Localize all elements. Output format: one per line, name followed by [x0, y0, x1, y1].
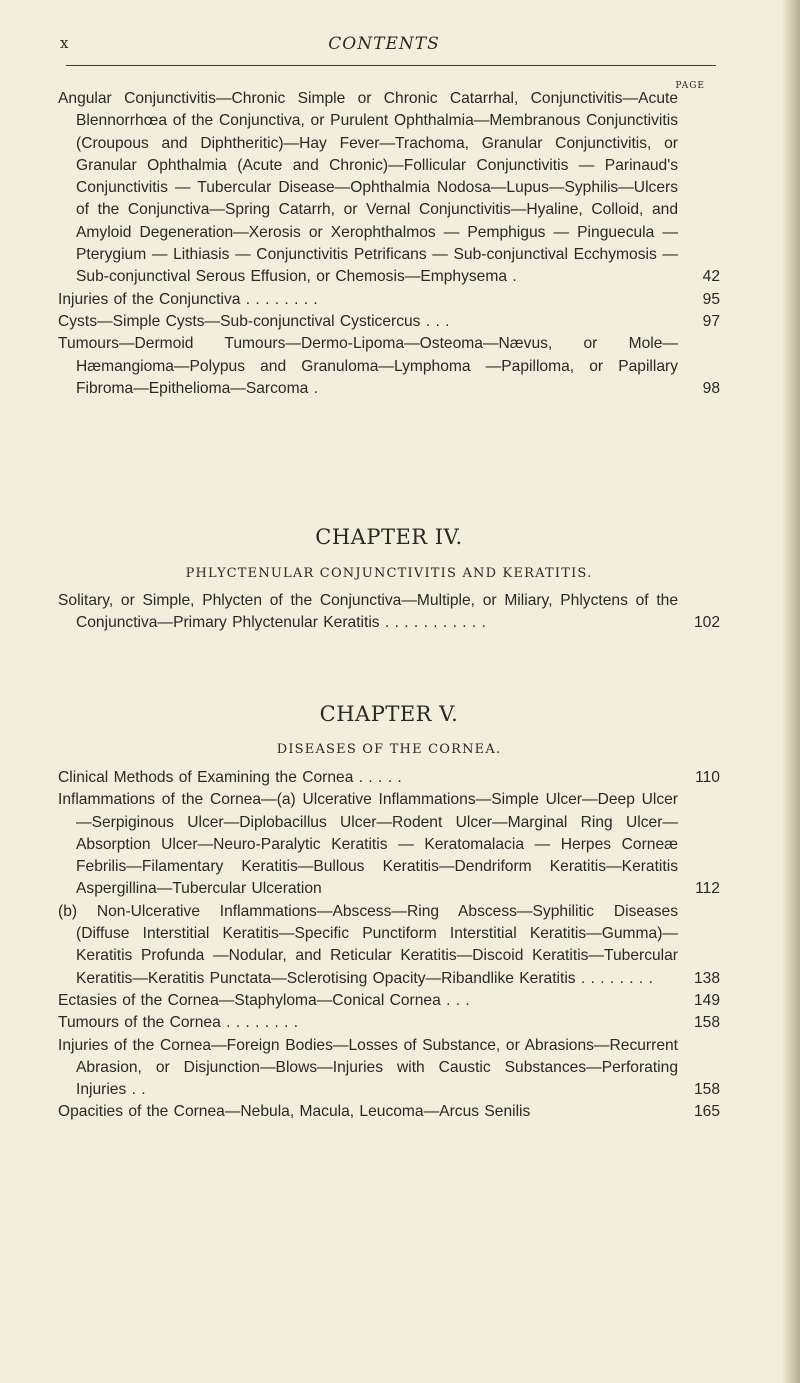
toc-entry-text: Tumours—Dermoid Tumours—Dermo-Lipoma—Osteoma—Nævus, or Mole—Hæmangioma—Polypus and Granuloma—Lymphoma —Papilloma, or Papillary Fibroma—Epithelioma—Sarcoma .: [58, 335, 678, 397]
toc-entry-page: 158: [693, 1081, 720, 1099]
toc-entry-text: Opacities of the Cornea—Nebula, Macula, Leucoma—Arcus Senilis: [58, 1103, 531, 1121]
toc-entry-page: 138: [693, 969, 720, 987]
toc-entry-page: 110: [695, 769, 720, 786]
toc-entry-text: Tumours of the Cornea . . . . . . . .: [58, 1014, 299, 1032]
toc-entry-text: Ectasies of the Cornea—Staphyloma—Conical Cornea . . .: [58, 991, 470, 1009]
toc-entry: [58, 311, 720, 333]
toc-entry: [58, 590, 720, 635]
toc-entry-page: 42: [702, 268, 720, 286]
chapter-title: CHAPTER V.: [319, 702, 459, 726]
header-rule: [66, 65, 716, 66]
toc-entry-page: 149: [693, 991, 720, 1009]
chapter-title: CHAPTER IV.: [315, 525, 463, 549]
page-column-label: PAGE: [675, 81, 705, 91]
toc-entry: [58, 88, 720, 289]
toc-section-cornea: [58, 767, 720, 1124]
toc-entry: [58, 1101, 720, 1123]
toc-entry-page: 158: [693, 1014, 720, 1032]
toc-entry-page: 112: [695, 880, 720, 898]
chapter-v-heading: [58, 702, 720, 726]
running-title: CONTENTS: [328, 34, 440, 54]
toc-entry-page: 98: [702, 379, 720, 397]
toc-entry-text: Cysts—Simple Cysts—Sub-conjunctival Cysticercus . . .: [58, 312, 450, 330]
chapter-iv-heading: [58, 525, 720, 549]
toc-section-conjunctiva: [58, 88, 720, 400]
toc-entry-text: Solitary, or Simple, Phlycten of the Conjunctiva—Multiple, or Miliary, Phlyctens of the Conjunctiva—Primary Phlyctenular Keratitis . . . . . . . . . . .: [58, 592, 678, 632]
toc-entry-text: Angular Conjunctivitis—Chronic Simple or Chronic Catarrhal, Conjunctivitis—Acute Blennorrhœa of the Conjunctiva, or Purulent Ophthalmia—Membranous Conjunctivitis (Croupous and Diphtheritic)—Hay Fever—Trachoma, Granular Conjunctivitis, or Granular Ophthalmia (Acute and Chronic)—Follicular Conjunctivitis — Parinaud's Conjunctivitis — Tubercular Disease—Ophthalmia Nodosa—Lupus—Syphilis—Ulcers of the Conjunctiva—Spring Catarrh, or Vernal Conjunctivitis—Hyaline, Colloid, and Amyloid Degeneration—Xerosis or Xerophthalmos — Pemphigus — Pinguecula — Pterygium — Lithiasis — Conjunctivitis Petrificans — Sub-conjunctival Ecchymosis — Sub-conjunctival Serous Effusion, or Chemosis—Emphysema .: [58, 90, 678, 286]
toc-entry: [58, 789, 720, 900]
chapter-v-subtitle: DISEASES OF THE CORNEA.: [276, 742, 502, 757]
toc-section-phlyctenular: [58, 590, 720, 635]
toc-entry: [58, 1012, 720, 1034]
toc-entry-text: Clinical Methods of Examining the Cornea . . . . .: [58, 769, 402, 786]
page-header: [60, 34, 708, 58]
toc-entry-page: 102: [693, 614, 720, 632]
toc-entry: [58, 901, 720, 990]
toc-entry: [58, 289, 720, 311]
toc-entry: [58, 1035, 720, 1102]
chapter-iv-subtitle: PHLYCTENULAR CONJUNCTIVITIS AND KERATITIS.: [185, 566, 593, 581]
toc-entry-text: Injuries of the Cornea—Foreign Bodies—Losses of Substance, or Abrasions—Recurrent Abrasion, or Disjunction—Blows—Injuries with Caustic Substances—Perforating Injuries . .: [58, 1036, 678, 1099]
toc-entry-text: (b) Non-Ulcerative Inflammations—Abscess—Ring Abscess—Syphilitic Diseases (Diffuse Interstitial Keratitis—Specific Punctiform Interstitial Keratitis—Gumma)—Keratitis Profunda —Nodular, and Reticular Keratitis—Discoid Keratitis—Tubercular Keratitis—Keratitis Punctata—Sclerotising Opacity—Ribandlike Keratitis . . . . . . . .: [58, 902, 678, 987]
toc-entry: [58, 333, 720, 400]
page-folio: x: [60, 34, 69, 52]
toc-entry: [58, 767, 720, 789]
toc-entry-page: 95: [702, 290, 720, 308]
page-edge-shadow: [782, 0, 800, 1383]
toc-entry: [58, 990, 720, 1012]
toc-entry-page: 165: [693, 1103, 720, 1121]
toc-entry-page: 97: [702, 312, 720, 330]
toc-entry-text: Injuries of the Conjunctiva . . . . . . . .: [58, 290, 318, 308]
toc-entry-text: Inflammations of the Cornea—(a) Ulcerative Inflammations—Simple Ulcer—Deep Ulcer—Serpiginous Ulcer—Diplobacillus Ulcer—Rodent Ulcer—Marginal Ring Ulcer—Absorption Ulcer—Neuro-Paralytic Keratitis — Keratomalacia — Herpes Corneæ Febrilis—Filamentary Keratitis—Bullous Keratitis—Dendriform Keratitis—Keratitis Aspergillina—Tubercular Ulceration: [58, 791, 678, 898]
